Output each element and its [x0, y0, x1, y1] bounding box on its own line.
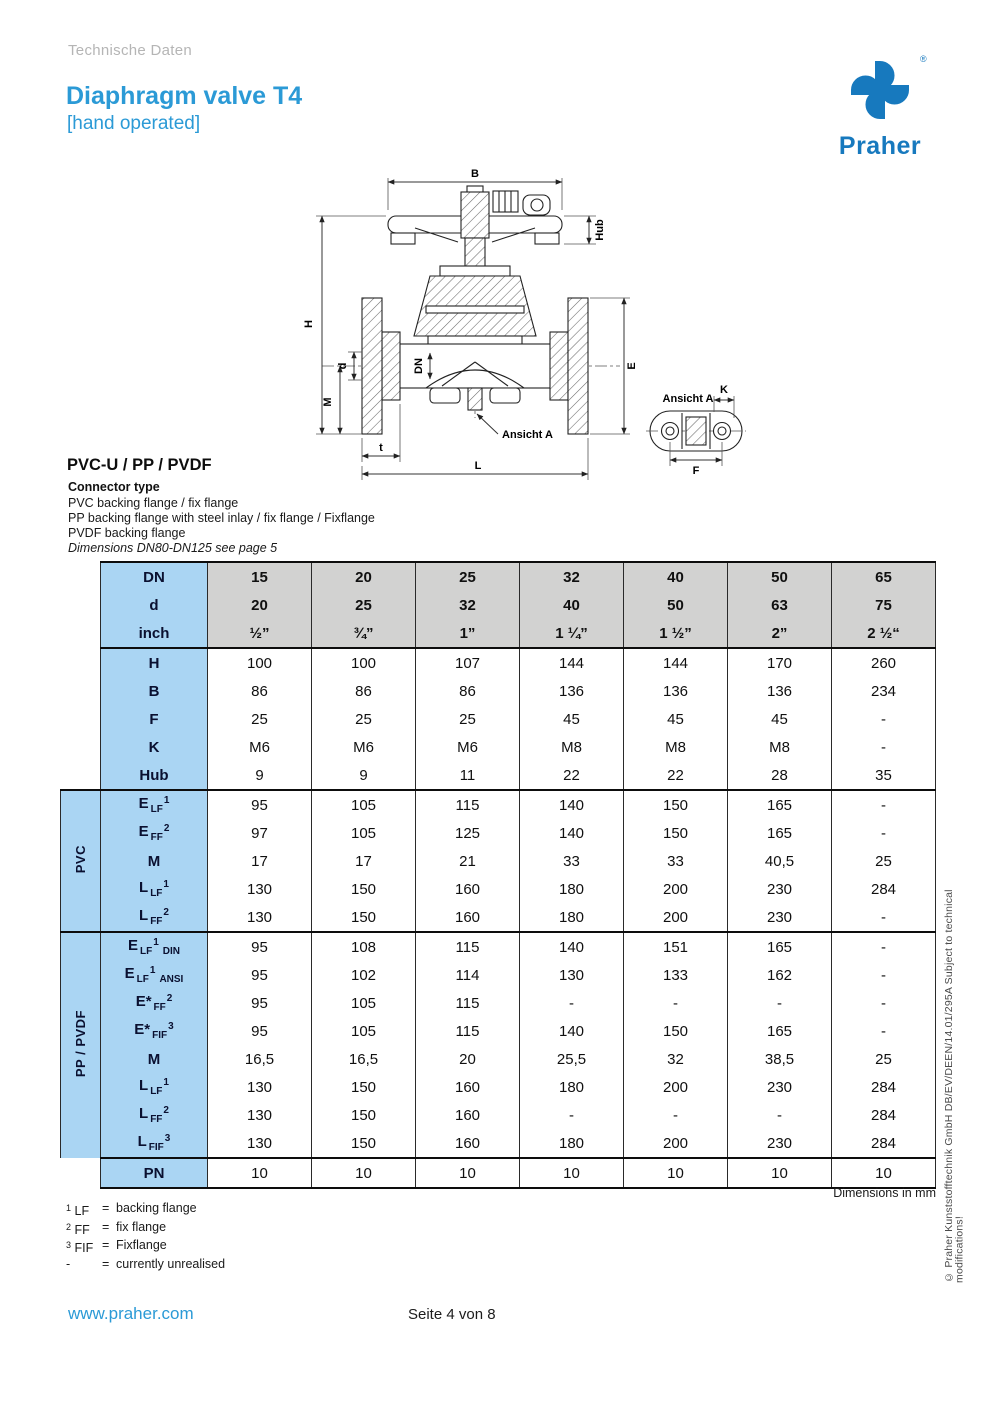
table-cell: 15	[208, 562, 312, 591]
table-spacer	[61, 677, 101, 705]
table-cell: 144	[520, 648, 624, 677]
table-cell: 16,5	[208, 1045, 312, 1073]
connector-type-heading: Connector type	[68, 480, 160, 494]
table-spacer	[61, 733, 101, 761]
dim-label-t: t	[379, 442, 383, 454]
table-cell: 45	[520, 705, 624, 733]
table-cell: 33	[520, 847, 624, 875]
table-cell: 25	[832, 1045, 936, 1073]
table-cell: 160	[416, 1129, 520, 1158]
table-cell: 140	[520, 819, 624, 847]
dim-label-f: F	[692, 465, 700, 477]
table-cell: 105	[312, 1017, 416, 1045]
table-cell: -	[832, 1017, 936, 1045]
ansicht-a-view	[646, 384, 746, 477]
dim-label-m: M	[322, 397, 334, 407]
table-row-label: inch	[101, 619, 208, 648]
table-cell: 140	[520, 790, 624, 819]
table-cell: 115	[416, 1017, 520, 1045]
table-cell: 102	[312, 961, 416, 989]
table-cell: 130	[208, 1073, 312, 1101]
table-cell: 20	[416, 1045, 520, 1073]
table-cell: 2 ½“	[832, 619, 936, 648]
table-cell: 150	[312, 1129, 416, 1158]
table-cell: 86	[416, 677, 520, 705]
table-cell: 165	[728, 790, 832, 819]
table-cell: 17	[312, 847, 416, 875]
table-cell: 230	[728, 1129, 832, 1158]
registered-mark: ®	[920, 54, 927, 64]
table-row-label: M	[101, 1045, 208, 1073]
table-cell: 1 ½”	[624, 619, 728, 648]
table-cell: 9	[208, 761, 312, 790]
table-cell: -	[832, 903, 936, 932]
table-cell: 140	[520, 932, 624, 961]
table-row-label: PN	[101, 1158, 208, 1188]
table-cell: 284	[832, 1129, 936, 1158]
table-cell: -	[624, 989, 728, 1017]
units-note: Dimensions in mm	[833, 1186, 936, 1200]
table-spacer	[61, 761, 101, 790]
table-cell: 136	[728, 677, 832, 705]
table-cell: 140	[520, 1017, 624, 1045]
table-cell: M6	[416, 733, 520, 761]
table-cell: 9	[312, 761, 416, 790]
table-spacer	[61, 562, 101, 591]
table-cell: 32	[520, 562, 624, 591]
table-cell: -	[728, 1101, 832, 1129]
table-cell: 125	[416, 819, 520, 847]
ansicht-a-callout: Ansicht A	[502, 429, 553, 441]
table-spacer	[61, 591, 101, 619]
table-row-label: M	[101, 847, 208, 875]
table-cell: 105	[312, 819, 416, 847]
table-row-label: E $_{FF}^2$	[101, 819, 208, 847]
table-cell: 150	[624, 819, 728, 847]
table-row-label: L $_{FF}^2$	[101, 903, 208, 932]
document-category: Technische Daten	[68, 42, 193, 59]
copyright-side-note: © Praher Kunststofftechnik GmbH DB/EV/DEEN/14.01/295A Subject to technical modifications!	[943, 889, 966, 1283]
dim-label-b: B	[471, 168, 479, 180]
table-group-label: PVC	[61, 790, 101, 932]
table-cell: -	[520, 989, 624, 1017]
table-group-label: PP / PVDF	[61, 932, 101, 1158]
table-cell: -	[832, 961, 936, 989]
table-row-label: L $_{LF}^1$	[101, 875, 208, 903]
table-cell: 284	[832, 1073, 936, 1101]
table-cell: 230	[728, 903, 832, 932]
table-cell: 25	[312, 705, 416, 733]
table-cell: 28	[728, 761, 832, 790]
dim-label-hub: Hub	[594, 219, 606, 241]
table-cell: 22	[520, 761, 624, 790]
dim-label-dn: DN	[413, 358, 425, 374]
table-cell: 10	[728, 1158, 832, 1188]
table-cell: 10	[520, 1158, 624, 1188]
table-cell: 230	[728, 875, 832, 903]
table-cell: M8	[728, 733, 832, 761]
table-cell: 136	[624, 677, 728, 705]
table-cell: -	[832, 790, 936, 819]
table-cell: 150	[312, 903, 416, 932]
table-cell: -	[832, 932, 936, 961]
table-cell: 107	[416, 648, 520, 677]
table-cell: 130	[208, 1129, 312, 1158]
table-cell: 130	[208, 903, 312, 932]
table-cell: 100	[312, 648, 416, 677]
table-spacer	[61, 619, 101, 648]
table-cell: M8	[520, 733, 624, 761]
table-spacer	[61, 1158, 101, 1188]
table-cell: 35	[832, 761, 936, 790]
ansicht-a-view-title: Ansicht A	[662, 393, 714, 405]
table-row-label: H	[101, 648, 208, 677]
table-row-label: d	[101, 591, 208, 619]
dim-label-l: L	[474, 460, 482, 472]
table-cell: 86	[312, 677, 416, 705]
table-row-label: B	[101, 677, 208, 705]
footnote-item: $^2$ FF = fix flange	[66, 1219, 167, 1237]
table-cell: 95	[208, 989, 312, 1017]
table-cell: -	[832, 989, 936, 1017]
table-cell: 20	[208, 591, 312, 619]
table-cell: 32	[624, 1045, 728, 1073]
table-cell: ¾”	[312, 619, 416, 648]
footnote-item: - = currently unrealised	[66, 1256, 226, 1271]
table-cell: 180	[520, 1073, 624, 1101]
table-cell: 25	[416, 562, 520, 591]
table-cell: 180	[520, 903, 624, 932]
dimension-table-wrap	[60, 561, 936, 1189]
table-cell: 95	[208, 790, 312, 819]
table-cell: 1”	[416, 619, 520, 648]
page-subtitle: [hand operated]	[67, 113, 201, 134]
table-cell: 100	[208, 648, 312, 677]
table-cell: 25	[416, 705, 520, 733]
table-cell: -	[624, 1101, 728, 1129]
table-cell: 150	[624, 790, 728, 819]
table-row-label: E $_{LF}^1_{DIN}$	[101, 932, 208, 961]
table-cell: 234	[832, 677, 936, 705]
table-row-label: L $_{LF}^1$	[101, 1073, 208, 1101]
table-cell: 45	[624, 705, 728, 733]
table-cell: 200	[624, 1129, 728, 1158]
table-cell: 284	[832, 1101, 936, 1129]
table-cell: 200	[624, 1073, 728, 1101]
connector-line-pvdf: PVDF backing flange	[68, 526, 186, 540]
table-cell: 86	[208, 677, 312, 705]
table-cell: 180	[520, 1129, 624, 1158]
dimensions-reference-note: Dimensions DN80-DN125 see page 5	[68, 541, 278, 555]
connector-line-pp: PP backing flange with steel inlay / fix flange / Fixflange	[68, 511, 375, 525]
table-cell: 180	[520, 875, 624, 903]
material-heading: PVC-U / PP / PVDF	[67, 456, 212, 474]
table-cell: 40,5	[728, 847, 832, 875]
praher-logo	[826, 44, 934, 167]
table-cell: 115	[416, 989, 520, 1017]
table-cell: M6	[208, 733, 312, 761]
dim-label-h: H	[303, 320, 315, 328]
table-cell: 10	[416, 1158, 520, 1188]
table-cell: 17	[208, 847, 312, 875]
table-cell: 165	[728, 1017, 832, 1045]
connector-line-pvc: PVC backing flange / fix flange	[68, 496, 239, 510]
table-cell: 200	[624, 875, 728, 903]
table-cell: 115	[416, 790, 520, 819]
table-cell: 20	[312, 562, 416, 591]
table-row-label: L $_{FIF}^3$	[101, 1129, 208, 1158]
dim-label-k: K	[720, 384, 728, 396]
table-cell: 22	[624, 761, 728, 790]
table-cell: -	[832, 819, 936, 847]
table-cell: 11	[416, 761, 520, 790]
table-row-label: E $_{LF}^1_{ANSI}$	[101, 961, 208, 989]
table-cell: -	[520, 1101, 624, 1129]
table-cell: 105	[312, 989, 416, 1017]
table-cell: 40	[520, 591, 624, 619]
table-cell: 165	[728, 932, 832, 961]
table-cell: 151	[624, 932, 728, 961]
table-cell: 284	[832, 875, 936, 903]
praher-logo-text: Praher	[838, 132, 922, 160]
table-cell: 32	[416, 591, 520, 619]
table-cell: 45	[728, 705, 832, 733]
table-cell: 97	[208, 819, 312, 847]
table-row-label: K	[101, 733, 208, 761]
table-cell: 130	[208, 875, 312, 903]
table-cell: 136	[520, 677, 624, 705]
table-cell: -	[728, 989, 832, 1017]
footer-page-number: Seite 4 von 8	[408, 1306, 496, 1323]
dim-label-d: d	[337, 362, 349, 370]
table-cell: 130	[520, 961, 624, 989]
table-row-label: E* $_{FIF}^3$	[101, 1017, 208, 1045]
table-spacer	[61, 648, 101, 677]
table-cell: 150	[624, 1017, 728, 1045]
table-cell: 21	[416, 847, 520, 875]
table-cell: 133	[624, 961, 728, 989]
table-cell: 165	[728, 819, 832, 847]
table-cell: 162	[728, 961, 832, 989]
table-cell: 200	[624, 903, 728, 932]
table-cell: 114	[416, 961, 520, 989]
table-cell: 10	[832, 1158, 936, 1188]
table-cell: 1 ¼”	[520, 619, 624, 648]
table-cell: 40	[624, 562, 728, 591]
table-cell: 65	[832, 562, 936, 591]
table-cell: 10	[312, 1158, 416, 1188]
table-cell: 160	[416, 1073, 520, 1101]
table-cell: 50	[728, 562, 832, 591]
table-cell: 75	[832, 591, 936, 619]
table-cell: 150	[312, 1101, 416, 1129]
table-cell: 160	[416, 903, 520, 932]
table-cell: 150	[312, 875, 416, 903]
table-cell: 2”	[728, 619, 832, 648]
table-cell: 16,5	[312, 1045, 416, 1073]
table-cell: 25,5	[520, 1045, 624, 1073]
table-cell: 10	[208, 1158, 312, 1188]
table-row-label: DN	[101, 562, 208, 591]
table-cell: 115	[416, 932, 520, 961]
footnote-item: $^1$ LF = backing flange	[66, 1201, 197, 1218]
table-cell: 95	[208, 932, 312, 961]
footer-website-link[interactable]: www.praher.com	[68, 1304, 194, 1323]
table-cell: 150	[312, 1073, 416, 1101]
table-cell: 230	[728, 1073, 832, 1101]
table-cell: 25	[312, 591, 416, 619]
table-cell: 260	[832, 648, 936, 677]
table-cell: 105	[312, 790, 416, 819]
table-cell: -	[832, 705, 936, 733]
table-cell: 25	[832, 847, 936, 875]
table-cell: 25	[208, 705, 312, 733]
dim-label-e: E	[626, 362, 638, 370]
table-row-label: Hub	[101, 761, 208, 790]
footnotes	[66, 1201, 225, 1272]
table-cell: ½”	[208, 619, 312, 648]
valve-cross-section	[362, 186, 588, 434]
table-cell: 63	[728, 591, 832, 619]
table-cell: 130	[208, 1101, 312, 1129]
dimension-table	[60, 561, 936, 1189]
table-cell: 144	[624, 648, 728, 677]
table-cell: 50	[624, 591, 728, 619]
footnote-item: $^3$ FIF = Fixflange	[66, 1238, 167, 1255]
table-row-label: F	[101, 705, 208, 733]
table-cell: 160	[416, 1101, 520, 1129]
table-cell: M6	[312, 733, 416, 761]
table-cell: 10	[624, 1158, 728, 1188]
table-row-label: E $_{LF}^1$	[101, 790, 208, 819]
page-title: Diaphragm valve T4	[66, 82, 303, 110]
table-cell: 108	[312, 932, 416, 961]
table-cell: 170	[728, 648, 832, 677]
table-row-label: L $_{FF}^2$	[101, 1101, 208, 1129]
praher-logo-icon	[828, 44, 932, 162]
table-cell: 95	[208, 1017, 312, 1045]
table-cell: 38,5	[728, 1045, 832, 1073]
table-cell: M8	[624, 733, 728, 761]
table-cell: 160	[416, 875, 520, 903]
valve-technical-drawing	[278, 166, 758, 498]
table-cell: -	[832, 733, 936, 761]
table-cell: 33	[624, 847, 728, 875]
table-cell: 95	[208, 961, 312, 989]
table-row-label: E* $_{FF}^2$	[101, 989, 208, 1017]
table-spacer	[61, 705, 101, 733]
